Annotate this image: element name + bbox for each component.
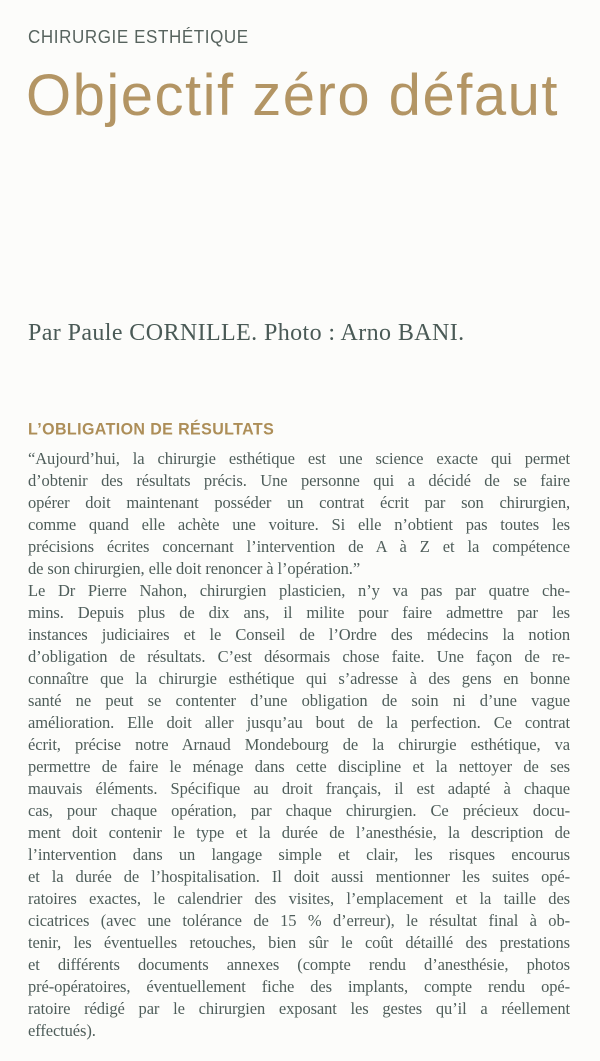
body-text-line: connaître que la chirurgie esthétique qui s’adresse à des gens en bonne	[28, 669, 570, 688]
body-text-line: effectués).	[28, 1021, 96, 1040]
body-text-line: cicatrices (avec une tolérance de 15 % d’erreur), le résultat final à ob-	[28, 911, 570, 930]
body-text-line: amélioration. Elle doit aller jusqu’au bout de la perfection. Ce contrat	[28, 713, 570, 732]
body-text-line: de son chirurgien, elle doit renoncer à l’opération.”	[28, 559, 361, 578]
body-text-line: “Aujourd’hui, la chirurgie esthétique est une science exacte qui permet	[28, 449, 570, 468]
body-text-line: mins. Depuis plus de dix ans, il milite pour faire admettre par les	[28, 603, 570, 622]
body-text-line: opérer doit maintenant posséder un contrat écrit par son chirurgien,	[28, 493, 570, 512]
body-text-line: ratoires exactes, le calendrier des visites, l’emplacement et la taille des	[28, 889, 570, 908]
section-heading: L’OBLIGATION DE RÉSULTATS	[28, 421, 275, 439]
body-text-line: comme quand elle achète une voiture. Si elle n’obtient pas toutes les	[28, 515, 570, 534]
body-text-line: santé ne peut se contenter d’une obligation de soin ni d’une vague	[28, 691, 570, 710]
body-text-line: écrit, précise notre Arnaud Mondebourg de la chirurgie esthétique, va	[28, 735, 570, 754]
paragraph-quote	[28, 448, 570, 580]
byline: Par Paule CORNILLE. Photo : Arno BANI.	[28, 320, 465, 346]
body-text-line: précisions écrites concernant l’intervention de A à Z et la compétence	[28, 537, 570, 556]
section-kicker: CHIRURGIE ESTHÉTIQUE	[28, 27, 249, 48]
body-text-line: mauvais éléments. Spécifique au droit français, il est adapté à chaque	[28, 779, 570, 798]
body-text-line: instances judiciaires et le Conseil de l’Ordre des médecins la notion	[28, 625, 570, 644]
body-text-line: tenir, les éventuelles retouches, bien sûr le coût détaillé des prestations	[28, 933, 570, 952]
body-text-line: d’obligation de résultats. C’est désormais chose faite. Une façon de re-	[28, 647, 570, 666]
body-text-line: permettre de faire le ménage dans cette discipline et la nettoyer de ses	[28, 757, 570, 776]
body-text-line: ment doit contenir le type et la durée de l’anesthésie, la description de	[28, 823, 570, 842]
body-text-line: cas, pour chaque opération, par chaque chirurgien. Ce précieux docu-	[28, 801, 570, 820]
body-text-line: et différents documents annexes (compte rendu d’anesthésie, photos	[28, 955, 570, 974]
article-body	[28, 448, 570, 1042]
body-text-line: et la durée de l’hospitalisation. Il doit aussi mentionner les suites opé-	[28, 867, 570, 886]
body-text-line: ratoire rédigé par le chirurgien exposant les gestes qu’il a réellement	[28, 999, 570, 1018]
body-text-line: l’intervention dans un langage simple et clair, les risques encourus	[28, 845, 570, 864]
body-text-line: pré-opératoires, éventuellement fiche des implants, compte rendu opé-	[28, 977, 570, 996]
body-text-line: Le Dr Pierre Nahon, chirurgien plasticien, n’y va pas par quatre che-	[28, 581, 570, 600]
body-text-line: d’obtenir des résultats précis. Une personne qui a décidé de se faire	[28, 471, 570, 490]
article-title: Objectif zéro défaut	[26, 63, 559, 128]
paragraph-main	[28, 580, 570, 1042]
